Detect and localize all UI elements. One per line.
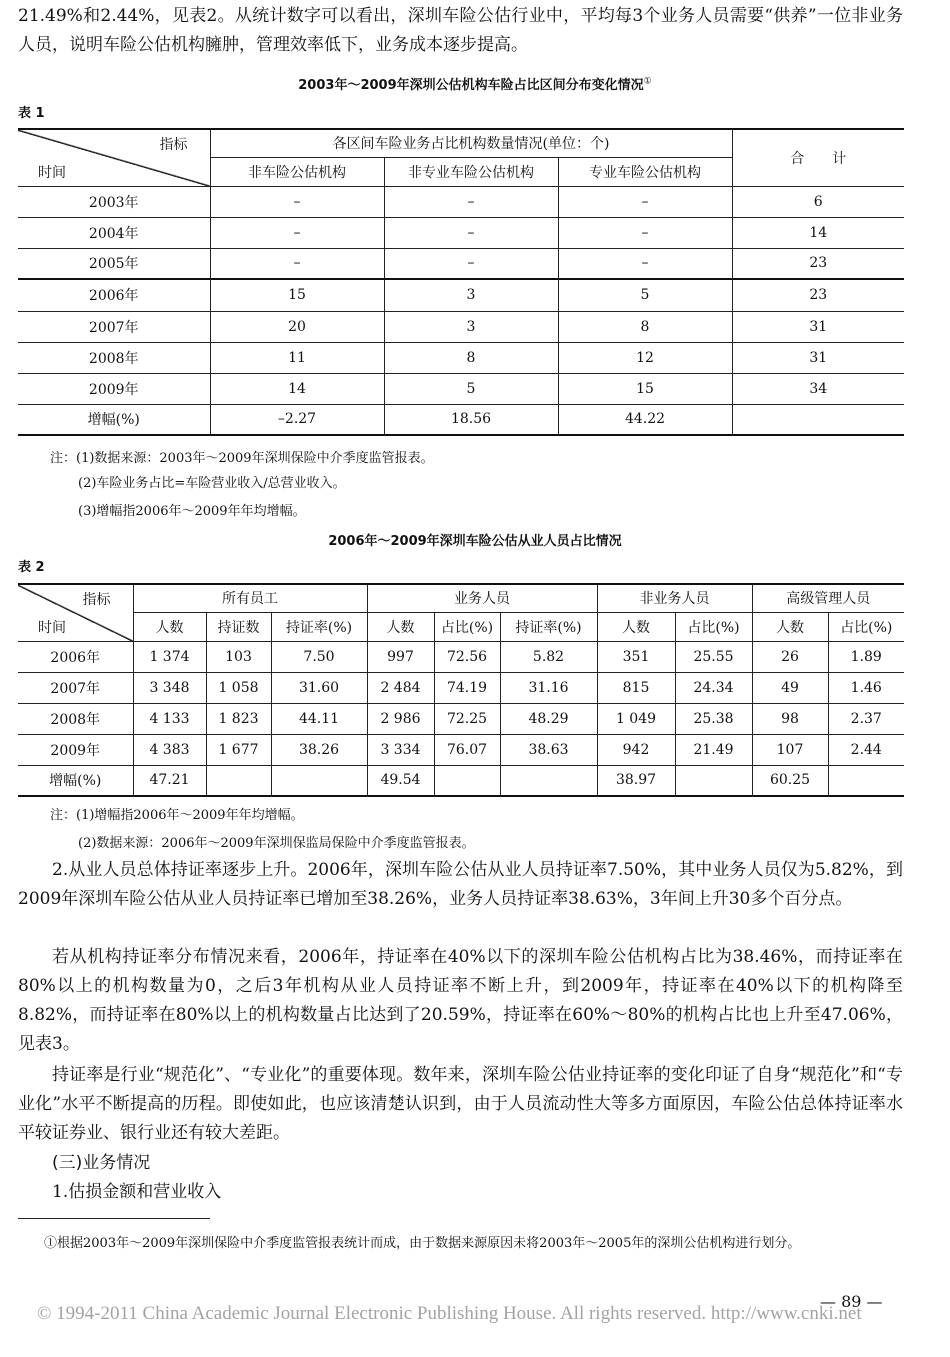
- table2-group-header: 非业务人员: [597, 584, 752, 612]
- table1-cell: 3: [384, 279, 558, 311]
- table1-note: (2)车险业务占比=车险营业收入/总营业收入。: [78, 476, 346, 491]
- table1-cell: 14: [732, 217, 904, 248]
- table2-cell: 21.49: [675, 734, 752, 765]
- table2-cell: 1 058: [206, 672, 271, 703]
- table2-cell: 997: [367, 641, 434, 672]
- table2-cell: 25.55: [675, 641, 752, 672]
- section-heading: (三)业务情况: [52, 1153, 151, 1173]
- table2-cell: 25.38: [675, 703, 752, 734]
- table2-cell: 47.21: [133, 765, 206, 796]
- table2-cell: 38.63: [500, 734, 597, 765]
- table1-row-label: 2008年: [18, 342, 210, 373]
- table1-note: 注：(1)数据来源：2003年～2009年深圳保险中介季度监管报表。: [50, 451, 434, 466]
- table1-group-header: 各区间车险业务占比机构数量情况(单位：个): [210, 129, 732, 157]
- table2-col-header: 占比(%): [434, 612, 500, 641]
- table1-diagonal-header: [18, 129, 210, 186]
- table2-cell: 76.07: [434, 734, 500, 765]
- table2-header-indicator: 指标: [82, 592, 111, 608]
- table2-cell: 351: [597, 641, 675, 672]
- table1-cell: [732, 404, 904, 435]
- table1-row-label: 2006年: [18, 279, 210, 311]
- table2-cell: [675, 765, 752, 796]
- table2-cell: 74.19: [434, 672, 500, 703]
- table1-cell: –: [210, 248, 384, 279]
- table1-cell: 12: [558, 342, 732, 373]
- table2-row-label: 2006年: [18, 641, 133, 672]
- table1-cell: 6: [732, 186, 904, 217]
- table1-col-header: 专业车险公估机构: [558, 157, 732, 186]
- table2-cell: 107: [752, 734, 828, 765]
- table1-row: [18, 373, 904, 404]
- table2-col-header: 占比(%): [828, 612, 904, 641]
- table1-row: [18, 217, 904, 248]
- table1-title: [0, 74, 950, 93]
- table1-cell: –: [558, 248, 732, 279]
- table1-cell: –: [210, 186, 384, 217]
- table2: [18, 583, 904, 797]
- table1-cell: –: [210, 217, 384, 248]
- table2-cell: 1 049: [597, 703, 675, 734]
- table1-col-header: 非车险公估机构: [210, 157, 384, 186]
- table2-col-header: 人数: [752, 612, 828, 641]
- table1-cell: 31: [732, 342, 904, 373]
- table1-cell: 23: [732, 248, 904, 279]
- table1-cell: 31: [732, 311, 904, 342]
- table2-cell: 31.60: [271, 672, 367, 703]
- table2-col-header: 持证数: [206, 612, 271, 641]
- table1-cell: –: [558, 217, 732, 248]
- table1-cell: 23: [732, 279, 904, 311]
- table1-header-time: 时间: [38, 164, 66, 181]
- table1-cell: 8: [384, 342, 558, 373]
- table1-cell: 44.22: [558, 404, 732, 435]
- table2-row-label: 2009年: [18, 734, 133, 765]
- table2-group-header: 业务人员: [367, 584, 597, 612]
- table2-cell: 1.89: [828, 641, 904, 672]
- table2-label: 表 2: [18, 560, 45, 575]
- table2-cell: [500, 765, 597, 796]
- table1-row-label: 2009年: [18, 373, 210, 404]
- table2-cell: 49: [752, 672, 828, 703]
- table1-row-label: 2005年: [18, 248, 210, 279]
- table2-cell: 1.46: [828, 672, 904, 703]
- table1-row: [18, 279, 904, 311]
- table2-cell: 38.26: [271, 734, 367, 765]
- table1-cell: –: [384, 248, 558, 279]
- table2-note: 注：(1)增幅指2006年～2009年年均增幅。: [50, 808, 304, 823]
- table2-cell: 38.97: [597, 765, 675, 796]
- table1-row: [18, 342, 904, 373]
- table1-total-header: 合 计: [732, 129, 904, 186]
- distribution-paragraph: 若从机构持证率分布情况来看，2006年，持证率在40%以下的深圳车险公估机构占比为38.46%，而持证率在80%以上的机构数量为0，之后3年机构从业人员持证率不断上升，到2009年，持证率在40%以下的机构降至8.82%，而持证率在80%以上的机构数量占比达到了20.59%，持证率在60%～80%的机构占比也上升至47.06%，见表3。: [18, 947, 903, 1054]
- table1-row: [18, 186, 904, 217]
- table1-cell: –: [384, 186, 558, 217]
- table2-cell: 72.56: [434, 641, 500, 672]
- table1-note: (3)增幅指2006年～2009年年均增幅。: [78, 504, 306, 519]
- table2-header-time: 时间: [38, 619, 66, 636]
- table1-title-text: 2003年～2009年深圳公估机构车险占比区间分布变化情况: [298, 78, 644, 93]
- table1-cell: 18.56: [384, 404, 558, 435]
- table2-col-header: 人数: [133, 612, 206, 641]
- table2-col-header: 占比(%): [675, 612, 752, 641]
- table2-cell: 49.54: [367, 765, 434, 796]
- table2-cell: 48.29: [500, 703, 597, 734]
- table1-cell: 15: [210, 279, 384, 311]
- table1-row-label: 2007年: [18, 311, 210, 342]
- table1-header-indicator: 指标: [159, 137, 188, 153]
- copyright-watermark: © 1994-2011 China Academic Journal Electronic Publishing House. All rights reserved. http://www.cnki.net: [37, 1303, 862, 1324]
- footnote-rule: [18, 1218, 210, 1219]
- table2-cell: 1 677: [206, 734, 271, 765]
- table2-cell: 2 484: [367, 672, 434, 703]
- table2-col-header: 人数: [367, 612, 434, 641]
- table2-row: [18, 703, 904, 734]
- table1-cell: 5: [384, 373, 558, 404]
- table1-cell: 14: [210, 373, 384, 404]
- subsection-heading: 1.估损金额和营业收入: [52, 1182, 222, 1202]
- table1-row-label: 增幅(%): [18, 404, 210, 435]
- table2-col-header: 持证率(%): [271, 612, 367, 641]
- table2-cell: 103: [206, 641, 271, 672]
- table2-cell: 4 133: [133, 703, 206, 734]
- table2-row-label: 2007年: [18, 672, 133, 703]
- table1-cell: –: [558, 186, 732, 217]
- table2-cell: [206, 765, 271, 796]
- table1-cell: 15: [558, 373, 732, 404]
- table1-label: 表 1: [18, 106, 45, 121]
- table2-cell: 98: [752, 703, 828, 734]
- table2-cell: 7.50: [271, 641, 367, 672]
- table2-diagonal-header: [18, 584, 133, 641]
- table1: [18, 128, 904, 436]
- table1-row-label: 2004年: [18, 217, 210, 248]
- table2-cell: 72.25: [434, 703, 500, 734]
- table2-cell: 5.82: [500, 641, 597, 672]
- table2-cell: 2.44: [828, 734, 904, 765]
- table1-row: [18, 404, 904, 435]
- table2-col-header: 人数: [597, 612, 675, 641]
- table1-cell: 20: [210, 311, 384, 342]
- table2-row-label: 2008年: [18, 703, 133, 734]
- table2-cell: 3 348: [133, 672, 206, 703]
- table2-group-header: 高级管理人员: [752, 584, 904, 612]
- table1-cell: 11: [210, 342, 384, 373]
- table2-row: [18, 641, 904, 672]
- table2-cell: 44.11: [271, 703, 367, 734]
- table2-cell: 60.25: [752, 765, 828, 796]
- table2-cell: 24.34: [675, 672, 752, 703]
- table2-group-header: 所有员工: [133, 584, 367, 612]
- table2-cell: 4 383: [133, 734, 206, 765]
- certification-paragraph: 2.从业人员总体持证率逐步上升。2006年，深圳车险公估从业人员持证率7.50%，其中业务人员仅为5.82%，到2009年深圳车险公估从业人员持证率已增加至38.26%，业务人员持证率38.63%，3年间上升30多个百分点。: [18, 860, 903, 909]
- table2-row: [18, 765, 904, 796]
- table2-cell: [828, 765, 904, 796]
- table2-cell: 2.37: [828, 703, 904, 734]
- table2-cell: 1 823: [206, 703, 271, 734]
- table1-row: [18, 248, 904, 279]
- table1-row: [18, 311, 904, 342]
- table1-cell: 34: [732, 373, 904, 404]
- table1-row-label: 2003年: [18, 186, 210, 217]
- table2-cell: 3 334: [367, 734, 434, 765]
- table2-col-header: 持证率(%): [500, 612, 597, 641]
- table1-cell: –2.27: [210, 404, 384, 435]
- table2-title: 2006年～2009年深圳车险公估从业人员占比情况: [328, 534, 622, 549]
- table2-cell: 31.16: [500, 672, 597, 703]
- intro-paragraph: 21.49%和2.44%，见表2。从统计数字可以看出，深圳车险公估行业中，平均每3个业务人员需要“供养”一位非业务人员，说明车险公估机构臃肿，管理效率低下，业务成本逐步提高。: [18, 6, 903, 55]
- table1-cell: 5: [558, 279, 732, 311]
- table2-cell: [271, 765, 367, 796]
- table1-cell: 3: [384, 311, 558, 342]
- table1-cell: 8: [558, 311, 732, 342]
- table1-col-header: 非专业车险公估机构: [384, 157, 558, 186]
- table2-row-label: 增幅(%): [18, 765, 133, 796]
- table2-row: [18, 734, 904, 765]
- table1-cell: –: [384, 217, 558, 248]
- table2-cell: [434, 765, 500, 796]
- table2-row: [18, 672, 904, 703]
- table2-cell: 1 374: [133, 641, 206, 672]
- table2-cell: 2 986: [367, 703, 434, 734]
- table2-note: (2)数据来源：2006年～2009年深圳保监局保险中介季度监管报表。: [78, 836, 475, 851]
- table2-cell: 26: [752, 641, 828, 672]
- footnote: ①根据2003年～2009年深圳保险中介季度监管报表统计而成，由于数据来源原因未将2003年～2005年的深圳公估机构进行划分。: [44, 1236, 801, 1251]
- page-number: — 89 —: [820, 1292, 883, 1311]
- table2-cell: 942: [597, 734, 675, 765]
- table2-cell: 815: [597, 672, 675, 703]
- table1-footnote-mark: ①: [643, 76, 652, 87]
- normalization-paragraph: 持证率是行业“规范化”、“专业化”的重要体现。数年来，深圳车险公估业持证率的变化印证了自身“规范化”和“专业化”水平不断提高的历程。即使如此，也应该清楚认识到，由于人员流动性大等多方面原因，车险公估总体持证率水平较证券业、银行业还有较大差距。: [18, 1065, 903, 1143]
